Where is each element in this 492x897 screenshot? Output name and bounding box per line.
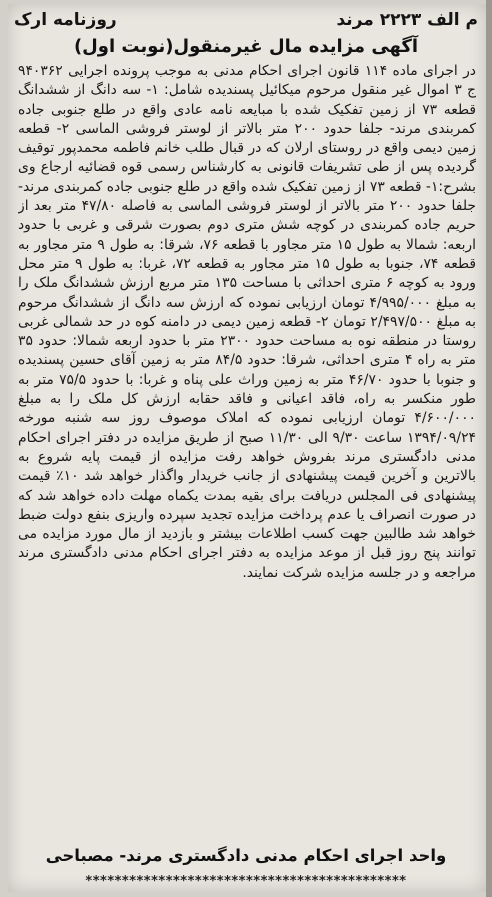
ad-signature: واحد اجرای احکام مدنی دادگستری مرند- مصباحی xyxy=(45,846,447,865)
ad-title: آگهی مزایده مال غیرمنقول(نوبت اول) xyxy=(73,36,419,57)
separator-stars: ******************************************** xyxy=(85,874,407,889)
ad-header xyxy=(14,6,478,34)
ad-body-text: در اجرای ماده ۱۱۴ قانون اجرای احکام مدنی به موجب پرونده اجرایی ۹۴۰۳۶۲ ج ۳ اموال غیر منقول مرحوم میکائیل پسندیده شامل: ۱- سه دانگ از ششدانگ قطعه ۷۳ از زمین تفکیک شده با مبایعه نامه عادی واقع در طلع جنوبی جاده کمربندی مرند- جلفا حدود ۲۰۰ متر بالاتر از لوستر فروشی الماسی ۲- قطعه زمین دیمی واقع در روستای ارلان که در قبال طلب خانم فاطمه محمدپور توقیف گردیده پس از طی تشریفات قانونی به کارشناس رسمی قوه قضائیه ارجاع وی بشرح:۱- قطعه ۷۳ از زمین تفکیک شده واقع در طلع جنوبی جاده کمربندی مرند- جلفا حدود ۲۰۰ متر بالاتر از لوستر فروشی الماسی به فاصله ۴۷/۸۰ متر بعد از حریم جاده کمربندی در کوچه شش متری دوم بصورت شرقی و غربی با حدود اربعه: شمالا به طول ۱۵ متر مجاور با قطعه ۷۶، شرقا: به طول ۹ متر مجاور به قطعه ۷۴، جنوبا به طول ۱۵ متر مجاور به قطعه ۷۲، غربا: به طول ۹ متر محل ورود به کوچه ۶ متری احداثی با مساحت ۱۳۵ متر مربع ارزش ششدانگ ملک را به مبلغ ۴/۹۹۵/۰۰۰ تومان ارزیابی نموده که ارزش سه دانگ از ششدانگ مرحوم به مبلغ ۲/۴۹۷/۵۰۰ تومان ۲- قطعه زمین دیمی در دامنه کوه در حد شمالی غربی روستا در منطقه نوه به مساحت حدود ۲۳۰۰ متر با حدود اربعه شمالا: حدود ۳۵ متر به راه ۴ متری احداثی، شرقا: حدود ۸۴/۵ متر به زمین آقای حسین پسندیده و جنوبا با حدود ۴۶/۷۰ متر به زمین وراث علی پناه و غربا: با حدود ۷۵/۵ متر به طور منکسر به راه، فاقد اعیانی و فاقد حقابه ارزش کل ملک را به مبلغ ۴/۶۰۰/۰۰۰ تومان ارزیابی نموده که املاک موصوف روز سه شنبه مورخه ۱۳۹۴/۰۹/۲۴ ساعت ۹/۳۰ الی ۱۱/۳۰ صبح از طریق مزایده در دفتر اجرای احکام مدنی دادگستری مرند بفروش خواهد رفت مزایده از قیمت پایه شروع به بالاترین و آخرین قیمت پیشنهادی از جانب خریدار واگذار خواهد شد ۱۰٪ قیمت پیشنهادی فی المجلس دریافت برای بقیه بمدت یکماه مهلت داده خواهد شد که در صورت انصراف یا عدم پرداخت مزایده تجدید سپرده واریزی بنفع دولت ضبط خواهد شد طالبین جهت کسب اطلاعات بیشتر و بازدید از مال مورد مزایده می توانند پنج روز قبل از موعد مزایده به دفتر اجرای احکام مدنی دادگستری مرند مراجعه و در جلسه مزایده شرکت نمایند. xyxy=(18,63,476,581)
paper-edge xyxy=(486,0,492,897)
ad-body xyxy=(18,62,476,844)
newspaper-name: روزنامه ارک xyxy=(14,10,117,30)
ad-code: م الف ۲۲۲۳ مرند xyxy=(336,10,478,30)
